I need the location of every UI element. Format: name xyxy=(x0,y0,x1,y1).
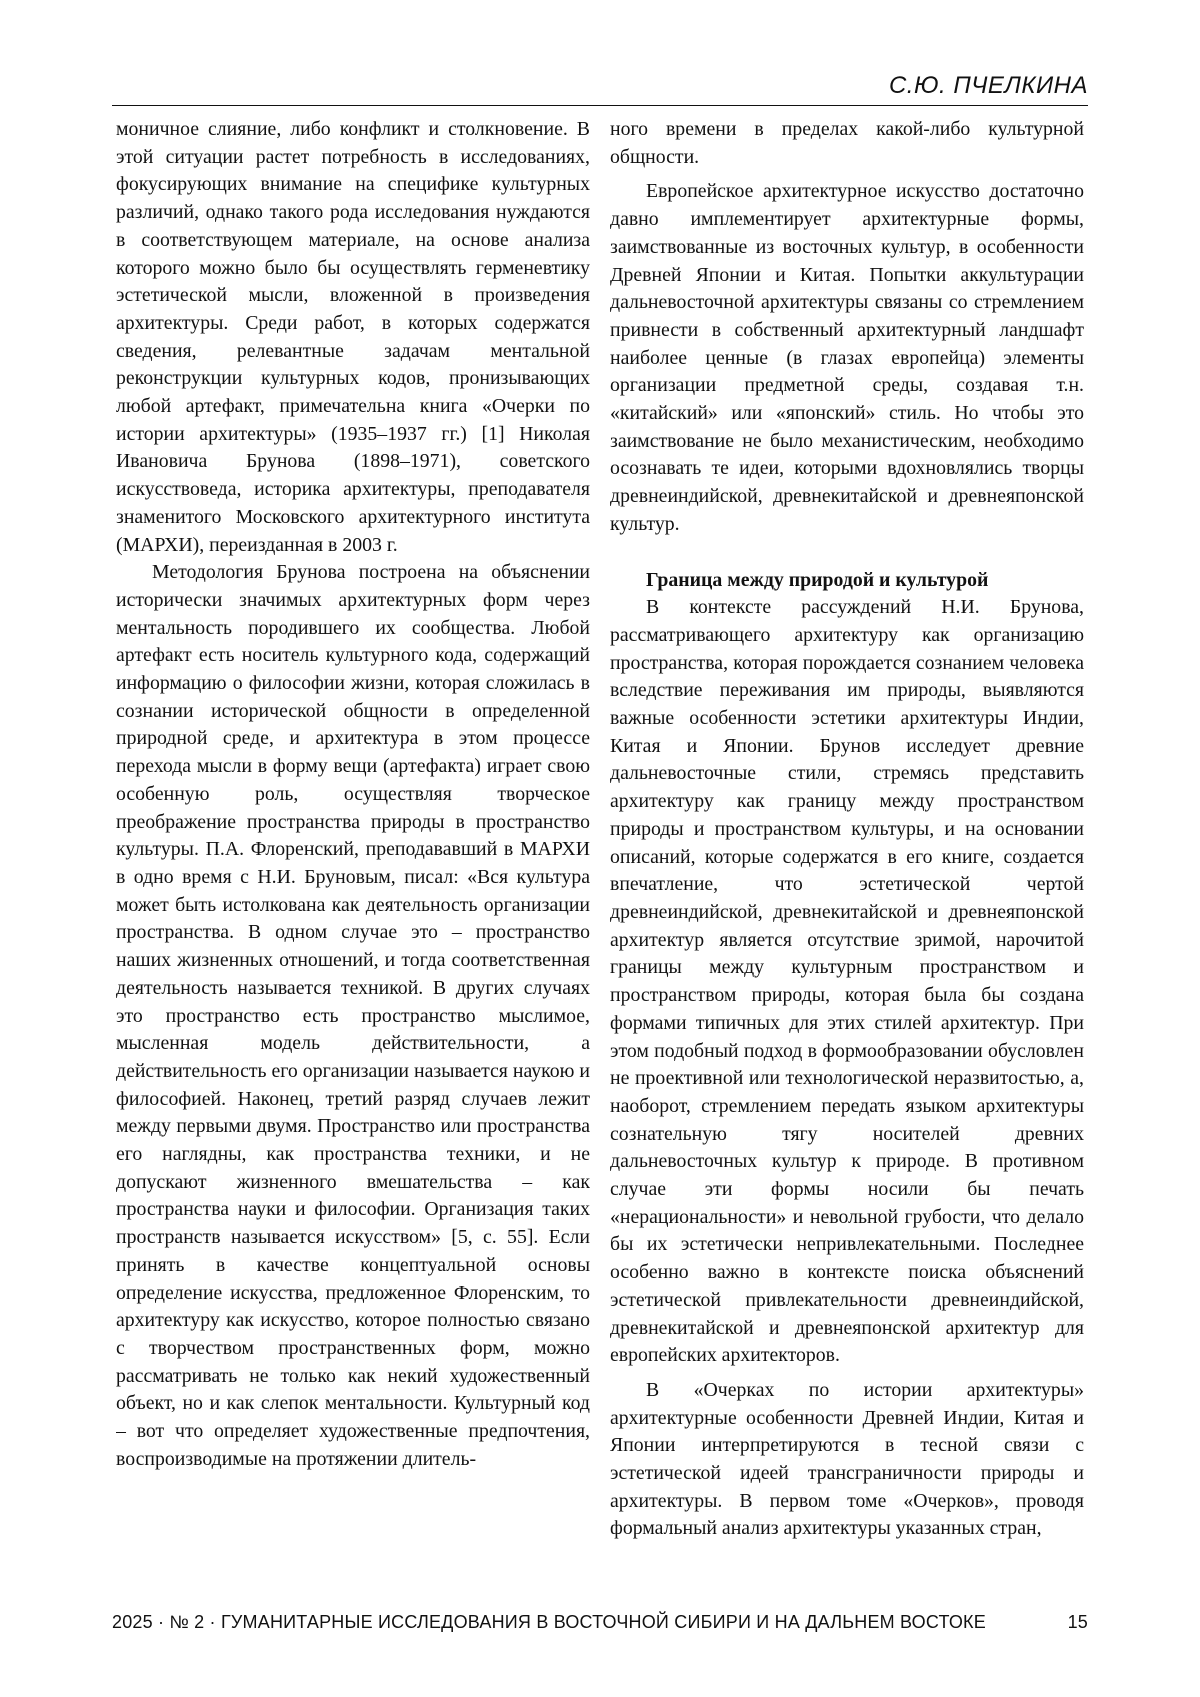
paragraph: ного времени в пределах какой-либо культурной общности. xyxy=(610,118,1084,168)
paragraph: В контексте рассуждений Н.И. Брунова, рассматривающего архитектуру как организацию пространства, которая порождается сознанием человека вследствие переживания им природы, выявляются важные особенности эстетики архитектуры Индии, Китая и Японии. Брунов исследует древние дальневосточные стили, стремясь представить архитектуру как границу между пространством природы и пространством культуры, и на основании описаний, которые содержатся в его книге, создается впечатление, что эстетической чертой древнеиндийской, древнекитайской и древнеяпонской архитектур является отсутствие зримой, нарочитой границы между культурным пространством и пространством природы, которая была бы создана формами типичных для этих стилей архитектур. При этом подобный подход в формообразовании обусловлен не проективной или технологической неразвитостью, а, наоборот, стремлением передать языком архитектуры сознательную тягу носителей древних дальневосточных культур к природе. В противном случае эти формы носили бы печать «нерациональности» и невольной грубости, что делало бы их эстетически непривлекательными. Последнее особенно важно в контексте поиска объяснений эстетической привлекательности древнеиндийской, древнекитайской и древнеяпонской архитектур для европейских архитекторов. xyxy=(610,596,1084,1367)
right-column xyxy=(610,116,1084,1584)
paragraph: Европейское архитектурное искусство достаточно давно имплементирует архитектурные формы, заимствованные из восточных культур, в особенности Древней Японии и Китая. Попытки аккультурации дальневосточной архитектуры связаны со стремлением привнести в собственный архитектурный ландшафт наиболее ценные (в глазах европейца) элементы организации предметной среды, создавая т.н. «китайский» или «японский» стиль. Но чтобы это заимствование не было механистическим, необходимо осознавать те идеи, которыми вдохновлялись творцы древнеиндийской, древнекитайской и древнеяпонской культур. xyxy=(610,180,1084,535)
paragraph: моничное слияние, либо конфликт и столкновение. В этой ситуации растет потребность в исследованиях, фокусирующих внимание на специфике культурных различий, однако такого рода исследования нуждаются в соответствующем материале, на основе анализа которого можно было бы осуществлять герменевтику эстетической мысли, вложенной в произведения архитектуры. Среди работ, в которых содержатся сведения, релевантные задачам ментальной реконструкции культурных кодов, пронизывающих любой артефакт, примечательна книга «Очерки по истории архитектуры» (1935–1937 гг.) [1] Николая Ивановича Брунова (1898–1971), советского искусствоведа, историка архитектуры, преподавателя знаменитого Московского архитектурного института (МАРХИ), переизданная в 2003 г. xyxy=(116,118,590,556)
header-rule xyxy=(112,105,1088,106)
page-number: 15 xyxy=(1067,1612,1088,1632)
journal-title: 2025 · № 2 · ГУМАНИТАРНЫЕ ИССЛЕДОВАНИЯ В ВОСТОЧНОЙ СИБИРИ И НА ДАЛЬНЕМ ВОСТОКЕ xyxy=(112,1612,986,1632)
running-head-author: С.Ю. ПЧЕЛКИНА xyxy=(888,72,1088,99)
paragraph: В «Очерках по истории архитектуры» архитектурные особенности Древней Индии, Китая и Японии интерпретируются в тесной связи с эстетической идеей трансграничности природы и архитектуры. В первом томе «Очерков», проводя формальный анализ архитектуры указанных стран, xyxy=(610,1378,1084,1540)
page-footer xyxy=(112,1612,1088,1633)
paragraph: Методология Брунова построена на объяснении исторически значимых архитектурных форм через ментальность породившего их сообщества. Любой артефакт есть носитель культурного кода, содержащий информацию о философии жизни, которая сложилась в сознании исторической общности в определенной природной среде, и архитектура в этом процессе перехода мысли в форму вещи (артефакта) играет свою особенную роль, осуществляя творческое преображение пространства природы в пространство культуры. П.А. Флоренский, преподававший в МАРХИ в одно время с Н.И. Бруновым, писал: «Вся культура может быть истолкована как деятельность организации пространства. В одном случае это – пространство наших жизненных отношений, и тогда соответственная деятельность называется техникой. В других случаях это пространство есть пространство мыслимое, мысленная модель действительности, а действительность его организации называется наукою и философией. Наконец, третий разряд случаев лежит между первыми двумя. Пространство или пространства его наглядны, как пространства техники, и не допускают жизненного вмешательства – как пространства науки и философии. Организация таких пространств называется искусством» [5, с. 55]. Если принять в качестве концептуальной основы определение искусства, предложенное Флоренским, то архитектуру как искусство, которое полностью связано с творчеством пространственных форм, можно рассматривать не только как некий художественный объект, но и как слепок ментальности. Культурный код – вот что определяет художественные предпочтения, воспроизводимые на протяжении длитель- xyxy=(116,561,590,1470)
left-column xyxy=(116,116,590,1584)
section-heading: Граница между природой и культурой xyxy=(646,568,989,591)
body-columns xyxy=(116,116,1084,1584)
